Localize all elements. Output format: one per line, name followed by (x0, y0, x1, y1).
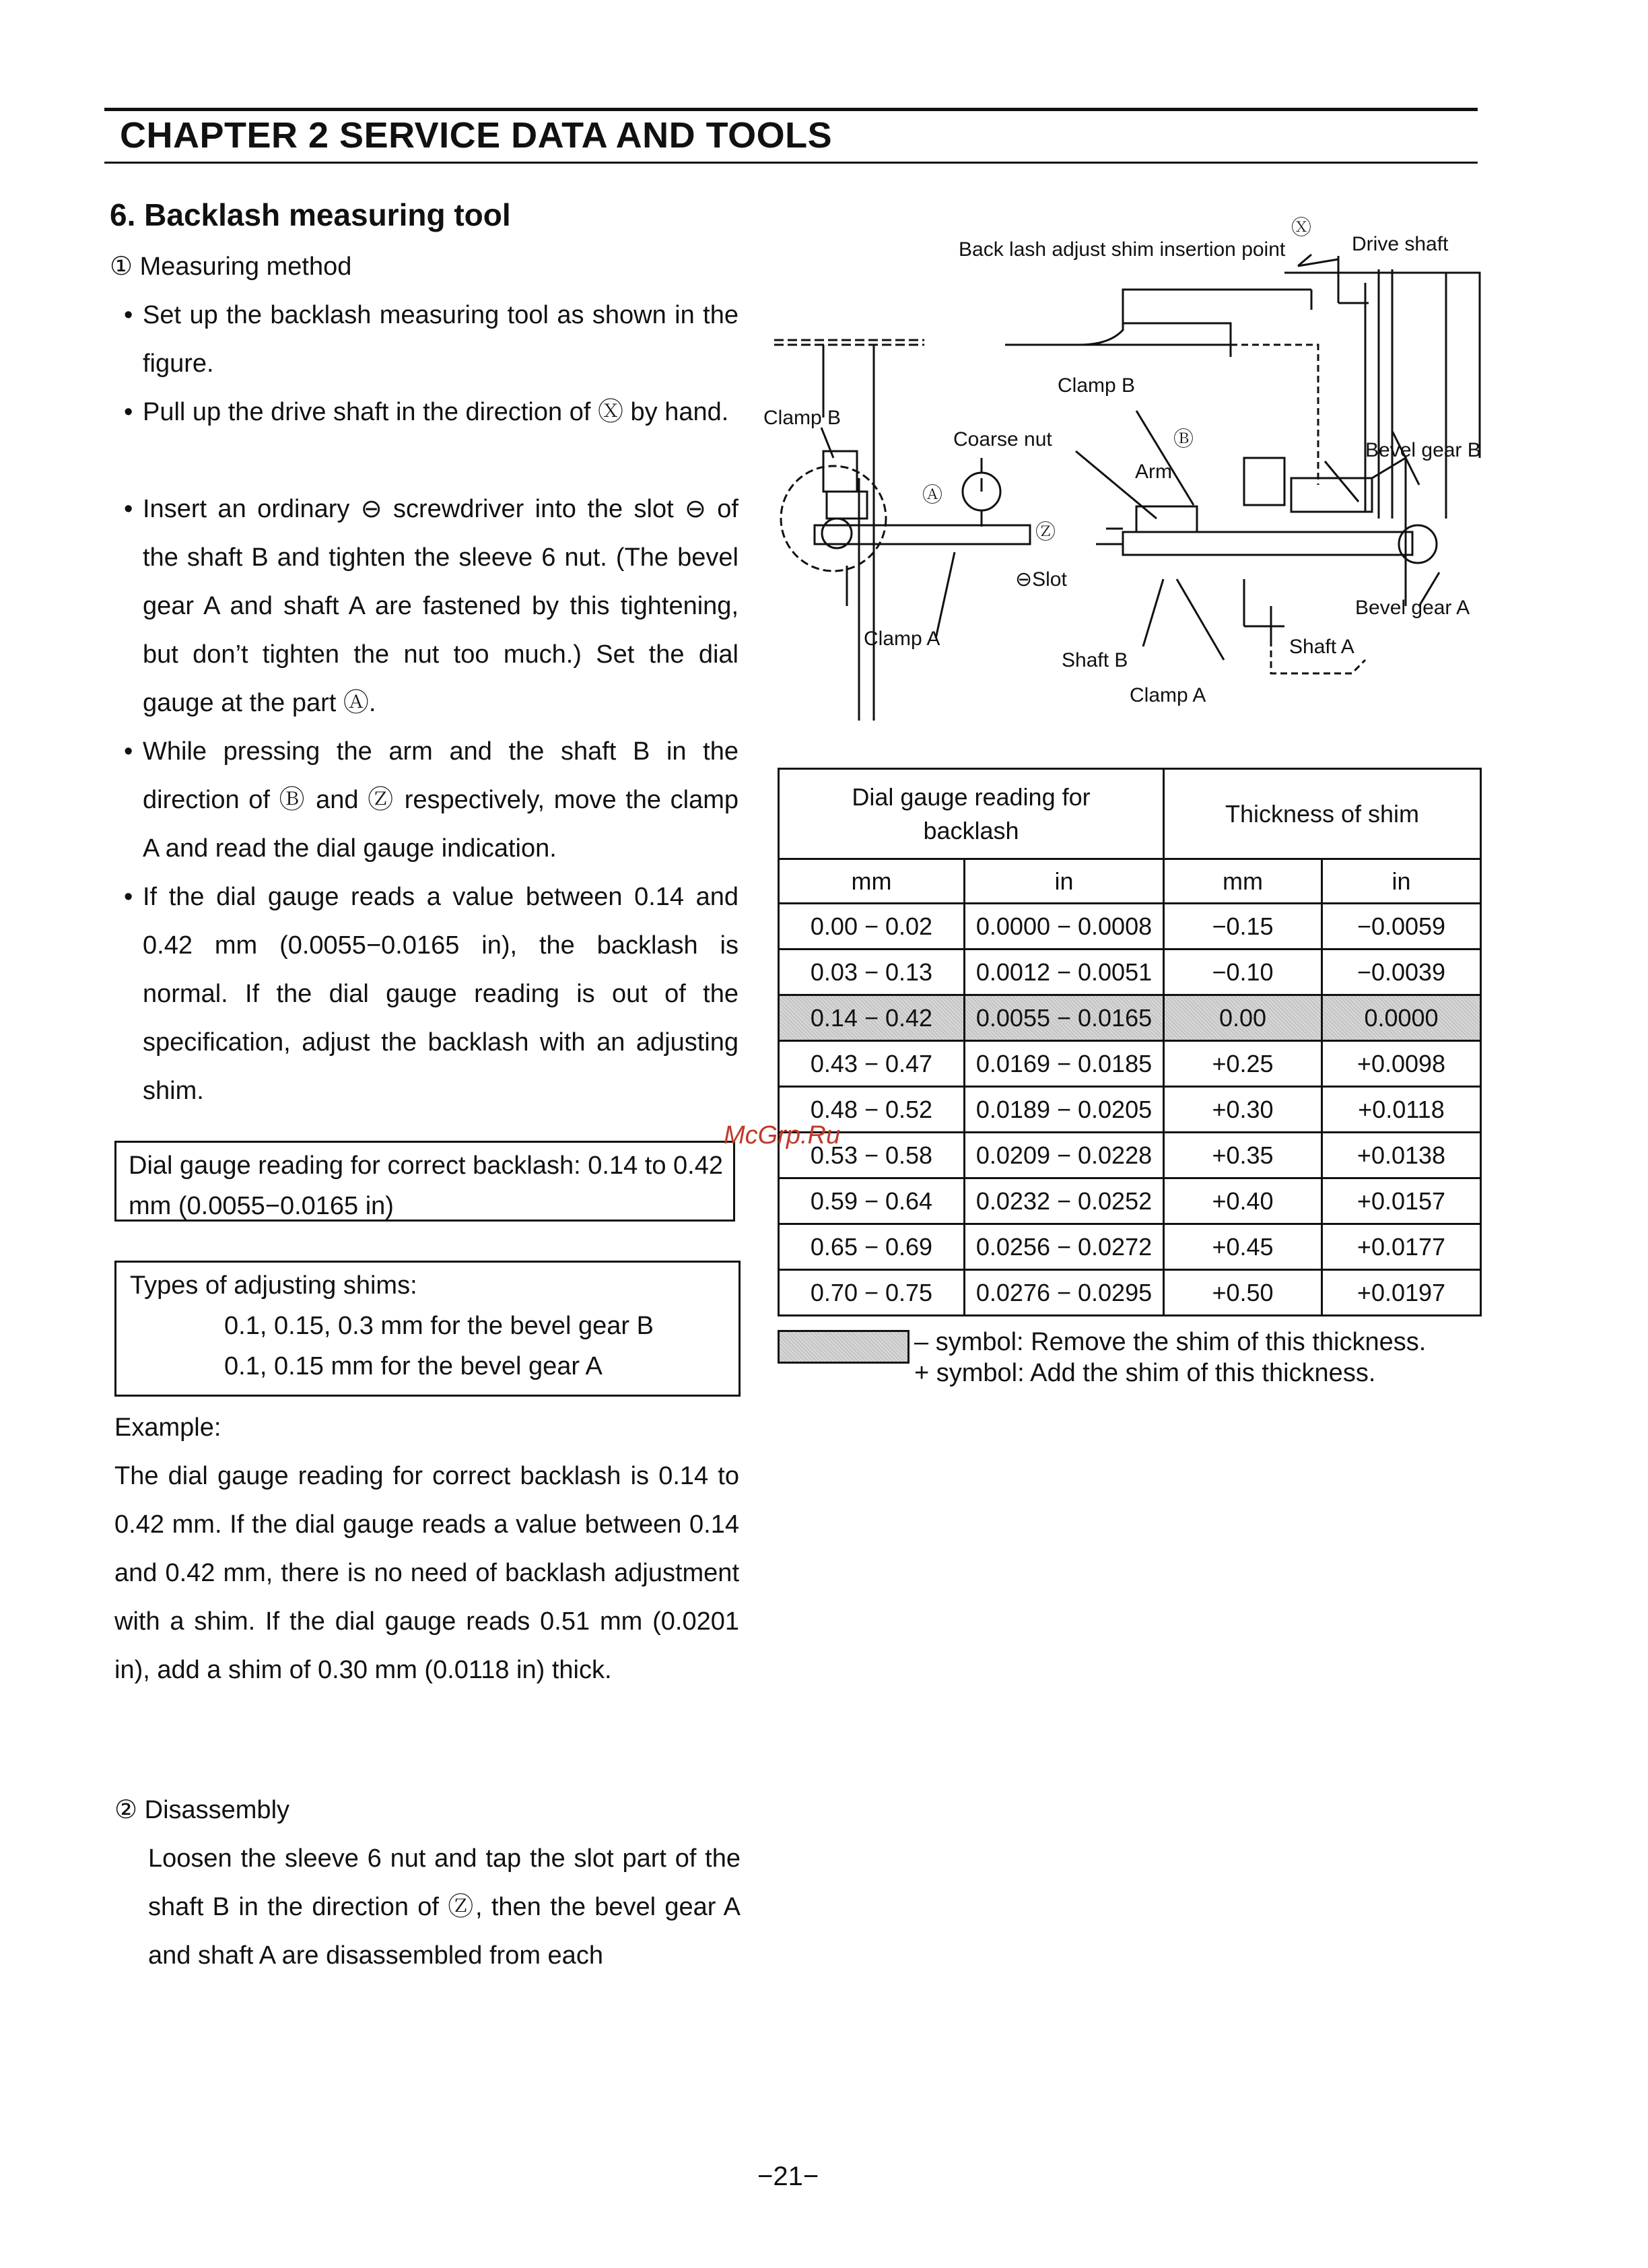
header-top-rule (104, 108, 1478, 111)
table-cell: +0.0118 (1322, 1087, 1481, 1133)
bevel-gear-b-label: Bevel gear B (1365, 439, 1481, 461)
table-cell: 0.00 (1164, 995, 1322, 1041)
table-row (779, 995, 1481, 1041)
bullet-dot: • (124, 301, 133, 329)
page-number: −21− (757, 2162, 819, 2191)
table-cell: +0.0197 (1322, 1270, 1481, 1316)
table-cell: +0.45 (1164, 1224, 1322, 1270)
clamp-a-bottom-label: Clamp A (1130, 684, 1206, 706)
backlash-tool-diagram (759, 202, 1497, 734)
legend-plus: + symbol: Add the shim of this thickness. (914, 1359, 1376, 1387)
bullet-dot: • (124, 883, 133, 911)
table-cell: +0.0098 (1322, 1041, 1481, 1087)
table-row (779, 1270, 1481, 1316)
example-label: Example: (114, 1413, 221, 1442)
table-cell: +0.0138 (1322, 1133, 1481, 1178)
table-cell: +0.50 (1164, 1270, 1322, 1316)
shim-point-label: Back lash adjust shim insertion point (959, 238, 1286, 261)
shim-thickness-table (778, 768, 1482, 1316)
table-cell: 0.03 − 0.13 (779, 949, 965, 995)
table-cell: 0.0000 − 0.0008 (965, 904, 1164, 949)
bullet-1 (124, 291, 739, 388)
bullet-3-text: Insert an ordinary ⊖ screwdriver into the slot ⊖ of the shaft B and tighten the sleeve 6 nut. (The bevel gear A and shaft A are fastened by this tightening, but don’t tighten the nut too much.) Set the dial gauge at the part Ⓐ. (143, 495, 739, 717)
shim-types-line-2: 0.1, 0.15 mm for the bevel gear A (224, 1352, 603, 1380)
bullet-4 (124, 727, 739, 873)
table-cell: 0.65 − 0.69 (779, 1224, 965, 1270)
shim-types-title: Types of adjusting shims: (130, 1271, 417, 1300)
table-cell: −0.0039 (1322, 949, 1481, 995)
shaded-legend-swatch (778, 1330, 909, 1364)
table-cell: 0.0000 (1322, 995, 1481, 1041)
bullet-4-text: While pressing the arm and the shaft B in the direction of Ⓑ and Ⓩ respectively, move the clamp A and read the dial gauge indication. (143, 737, 739, 863)
bullet-dot: • (124, 398, 133, 426)
table-cell: 0.0276 − 0.0295 (965, 1270, 1164, 1316)
table-cell: 0.0189 − 0.0205 (965, 1087, 1164, 1133)
table-cell: +0.0177 (1322, 1224, 1481, 1270)
bullet-2-text: Pull up the drive shaft in the direction of Ⓧ by hand. (143, 398, 729, 426)
table-cell: +0.35 (1164, 1133, 1322, 1178)
arm-label: Arm (1135, 461, 1172, 483)
slot-label: ⊖Slot (1015, 568, 1067, 591)
table-row (779, 1087, 1481, 1133)
coarse-nut-label: Coarse nut (953, 428, 1052, 451)
shim-types-box (114, 1261, 741, 1397)
example-text: The dial gauge reading for correct backlash is 0.14 to 0.42 mm. If the dial gauge reads a value between 0.14 and 0.42 mm, there is no need of backlash adjustment with a shim. If the dial gauge reads 0.51 mm (0.0201 in), add a shim of 0.30 mm (0.0118 in) thick. (114, 1462, 739, 1684)
table-cell: 0.70 − 0.75 (779, 1270, 965, 1316)
table-cell: +0.25 (1164, 1041, 1322, 1087)
table-cell: 0.0232 − 0.0252 (965, 1178, 1164, 1224)
table-row (779, 949, 1481, 995)
unit-header: in (965, 859, 1164, 904)
clamp-a-left-label: Clamp A (864, 628, 940, 650)
table-cell: 0.0012 − 0.0051 (965, 949, 1164, 995)
drive-shaft-label: Drive shaft (1352, 233, 1449, 255)
table-row (779, 1178, 1481, 1224)
bevel-gear-a-label: Bevel gear A (1355, 597, 1470, 619)
chapter-title: CHAPTER 2 SERVICE DATA AND TOOLS (120, 115, 833, 156)
table-row (779, 904, 1481, 949)
table-cell: 0.59 − 0.64 (779, 1178, 965, 1224)
table-row (779, 1133, 1481, 1178)
header-dial-gauge: Dial gauge reading for backlash (779, 769, 1164, 859)
x-mark-label: Ⓧ (1291, 217, 1311, 239)
header-bottom-rule (104, 162, 1478, 164)
table-cell: +0.0157 (1322, 1178, 1481, 1224)
bullet-5 (124, 873, 739, 1115)
table-cell: 0.0256 − 0.0272 (965, 1224, 1164, 1270)
table-cell: 0.0209 − 0.0228 (965, 1133, 1164, 1178)
shim-types-line-1: 0.1, 0.15, 0.3 mm for the bevel gear B (224, 1312, 654, 1340)
table-cell: 0.53 − 0.58 (779, 1133, 965, 1178)
bullet-2 (124, 388, 739, 436)
z-mark-label: Ⓩ (1035, 521, 1056, 543)
disassembly-text: Loosen the sleeve 6 nut and tap the slot part of the shaft B in the direction of Ⓩ, then the bevel gear A and shaft A are disassembled from each (148, 1844, 741, 1970)
unit-header: in (1322, 859, 1481, 904)
table-cell: 0.14 − 0.42 (779, 995, 965, 1041)
a-mark-label: Ⓐ (922, 484, 942, 506)
bullet-dot: • (124, 737, 133, 766)
bullet-dot: • (124, 495, 133, 523)
correct-backlash-text: Dial gauge reading for correct backlash: 0.14 to 0.42 mm (0.0055−0.0165 in) (129, 1152, 723, 1220)
measuring-heading: ① Measuring method (110, 253, 352, 281)
disassembly-heading: ② Disassembly (114, 1796, 290, 1824)
unit-header: mm (1164, 859, 1322, 904)
table-cell: −0.0059 (1322, 904, 1481, 949)
unit-header: mm (779, 859, 965, 904)
shaft-a-label: Shaft A (1289, 636, 1354, 658)
watermark: McGrp.Ru (724, 1121, 841, 1149)
table-cell: 0.0169 − 0.0185 (965, 1041, 1164, 1087)
bullet-1-text: Set up the backlash measuring tool as shown in the figure. (143, 301, 739, 378)
table-cell: +0.40 (1164, 1178, 1322, 1224)
b-mark-label: Ⓑ (1173, 428, 1194, 451)
correct-backlash-note (114, 1141, 735, 1222)
header-shim-thickness: Thickness of shim (1164, 769, 1481, 859)
shaft-b-label: Shaft B (1062, 649, 1128, 671)
table-cell: −0.15 (1164, 904, 1322, 949)
table-cell: −0.10 (1164, 949, 1322, 995)
section-title: 6. Backlash measuring tool (110, 197, 511, 232)
table-cell: 0.00 − 0.02 (779, 904, 965, 949)
clamp-b-left-label: Clamp B (763, 407, 842, 429)
table-cell: 0.48 − 0.52 (779, 1087, 965, 1133)
bullet-5-text: If the dial gauge reads a value between 0.14 and 0.42 mm (0.0055−0.0165 in), the backlash is normal. If the dial gauge reading is out of the specification, adjust the backlash with an adjusting shim. (143, 883, 739, 1105)
table-cell: 0.0055 − 0.0165 (965, 995, 1164, 1041)
legend-minus: – symbol: Remove the shim of this thickness. (914, 1328, 1427, 1356)
table-cell: +0.30 (1164, 1087, 1322, 1133)
clamp-b-top-label: Clamp B (1058, 374, 1136, 397)
table-row (779, 1041, 1481, 1087)
bullet-3 (124, 485, 739, 727)
table-row (779, 1224, 1481, 1270)
table-cell: 0.43 − 0.47 (779, 1041, 965, 1087)
table-body (779, 904, 1481, 1316)
